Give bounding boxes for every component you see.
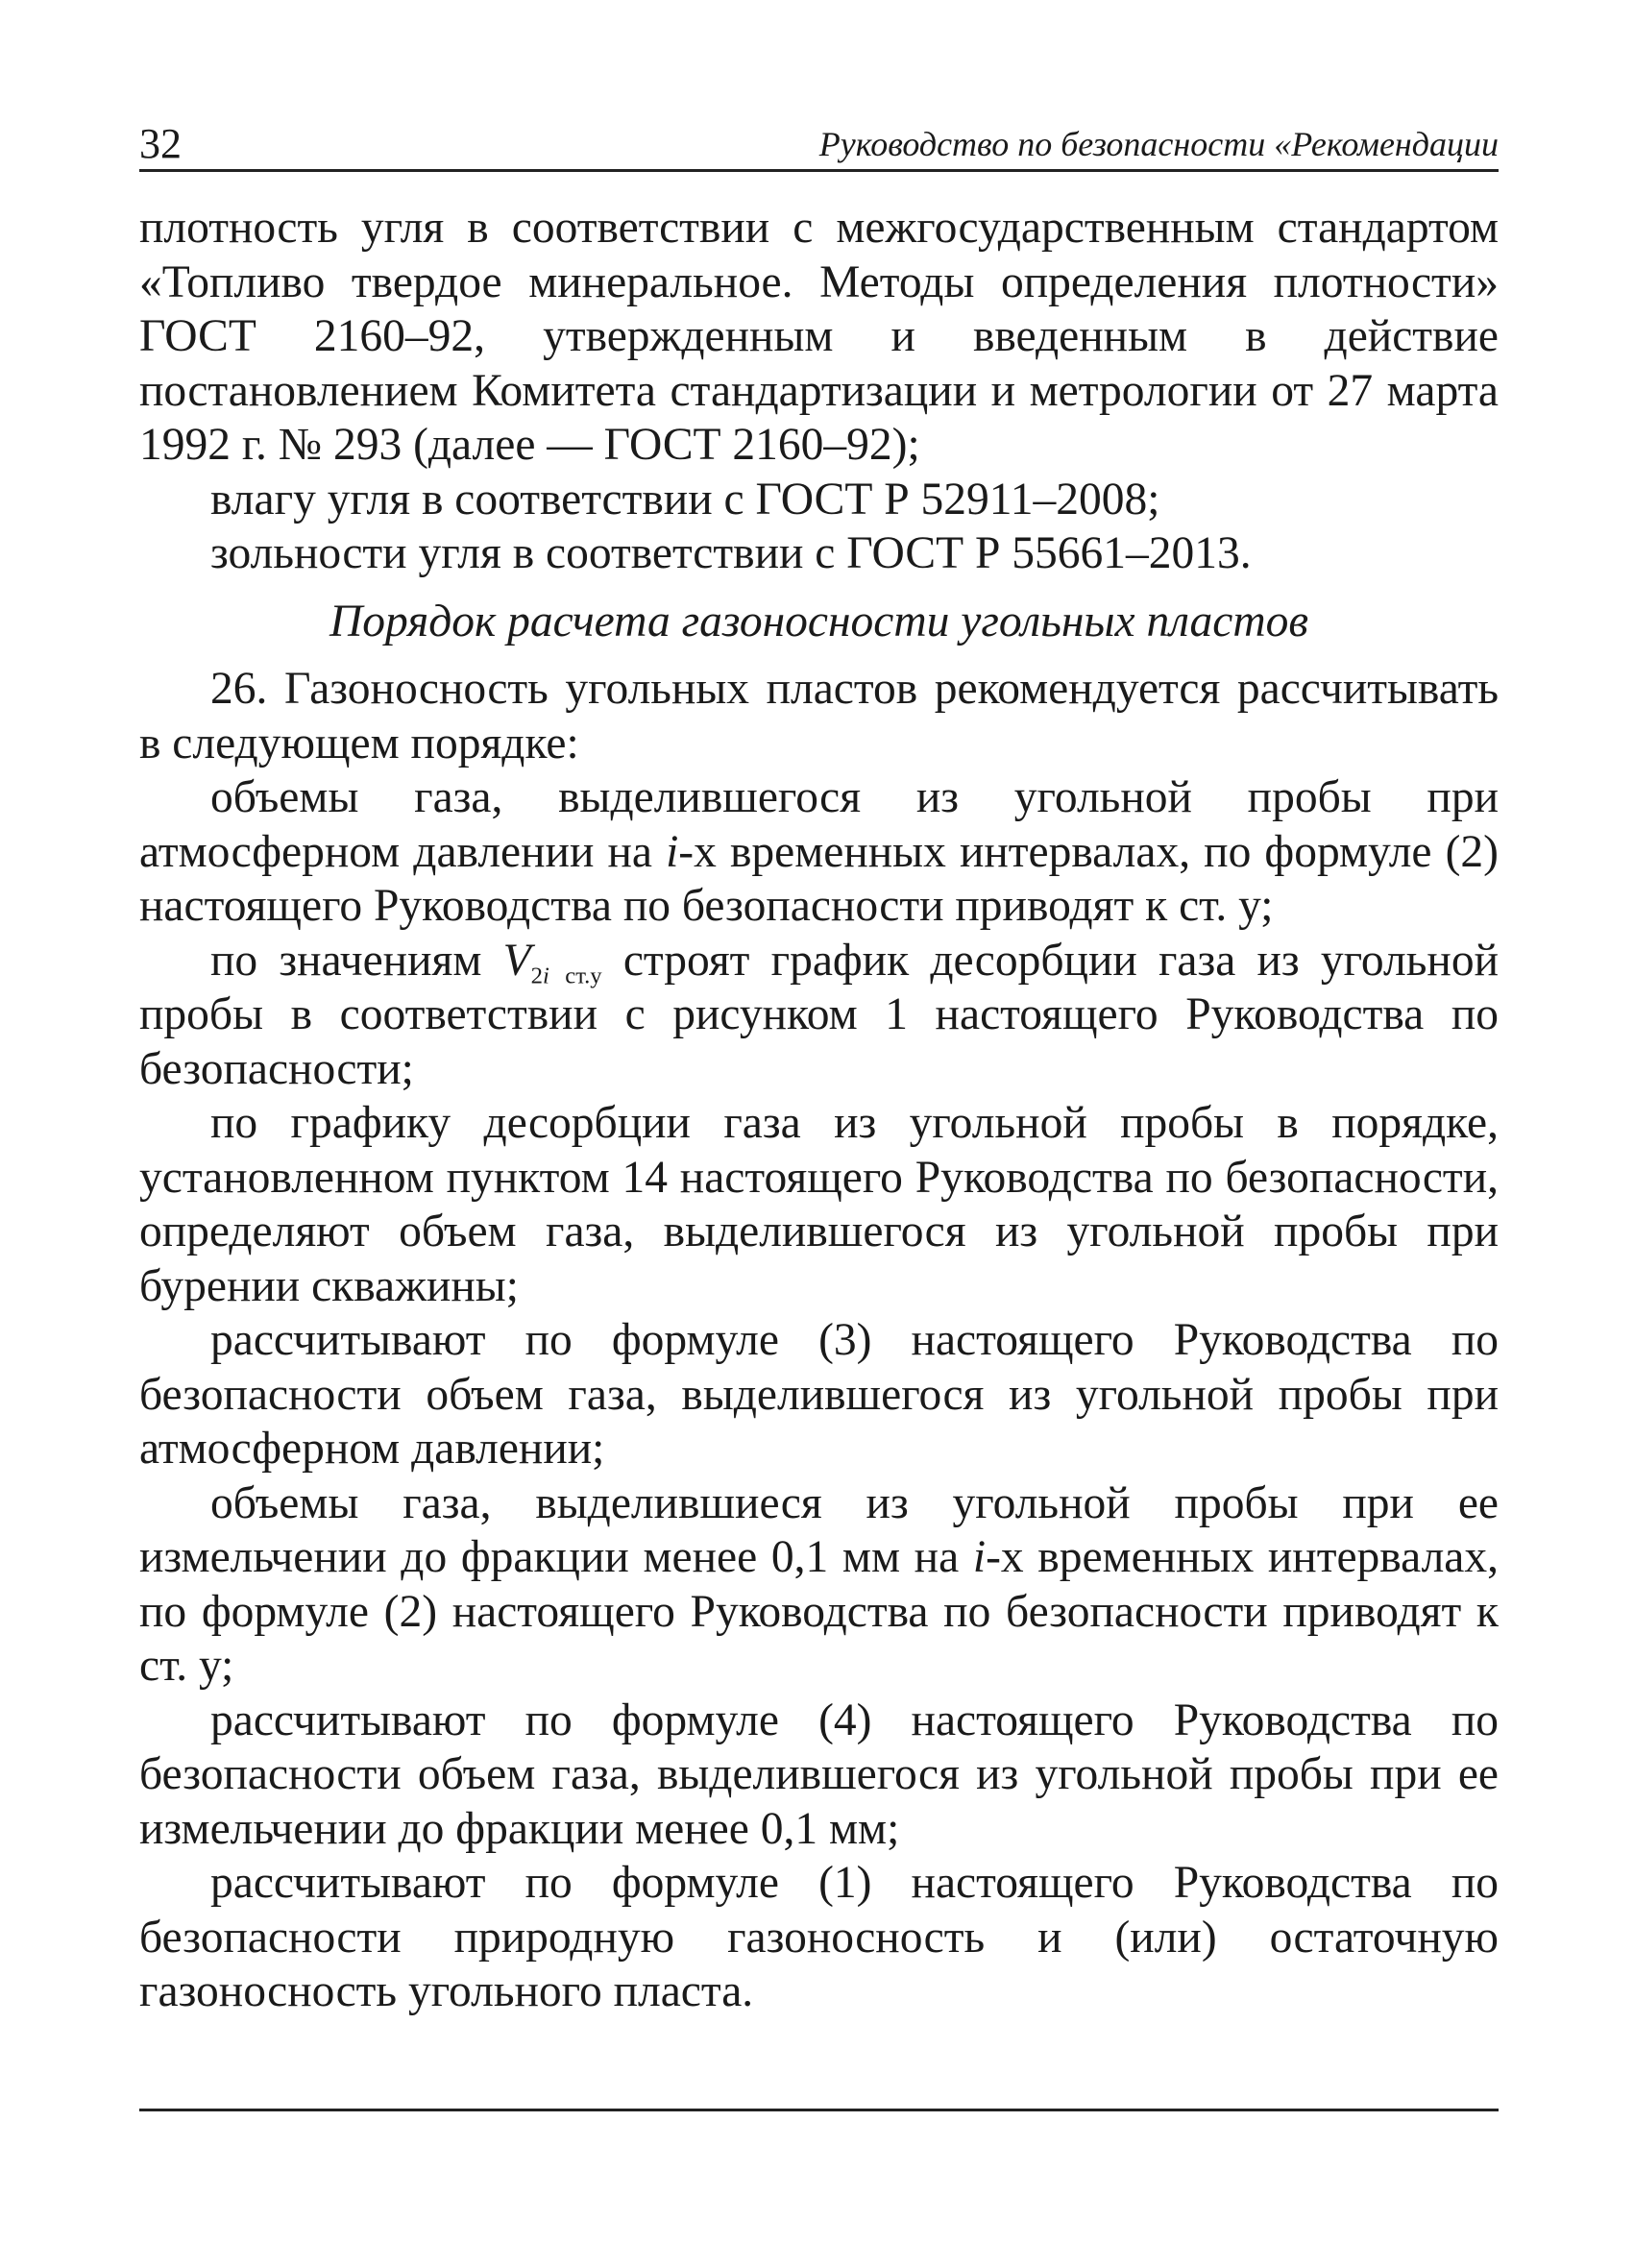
paragraph-coal-density: плотность угля в соответствии с межгосударственным стандартом «Топливо твердое минеральное. Методы определения плотности» ГОСТ 2160–92, утвержденным и введенным в действие постановлением Комитета стандартизации и метрологии от 27 марта 1992 г. № 293 (далее — ГОСТ 2160–92);: [139, 203, 1499, 470]
subscript-index: 2: [530, 963, 543, 989]
paragraph-desorption-graph: [139, 934, 1499, 1097]
variable-v: V: [502, 935, 531, 986]
document-page: [139, 119, 1499, 2019]
paragraph-formula-3: рассчитывают по формуле (3) настоящего Руководства по безопасности объем газа, выделившегося из угольной пробы при атмосферном давлении;: [139, 1315, 1499, 1474]
text-segment: строят график десорбции газа из угольной пробы в соответствии с рисунком 1 настоящего Руководства по безопасности;: [139, 935, 1499, 1094]
text-segment: объемы газа, выделившиеся из угольной пробы при ее измельчении до фракции менее 0,1 мм на: [139, 1477, 1499, 1582]
text-segment: -х временных интервалах, по формуле (2) настоящего Руководства по безопасности приводят к ст. у;: [139, 1532, 1500, 1691]
variable-subscript: [531, 963, 602, 988]
section-heading: Порядок расчета газоносности угольных пластов: [329, 596, 1309, 646]
variable-i: i: [972, 1532, 987, 1582]
paragraph-formula-4: рассчитывают по формуле (4) настоящего Руководства по безопасности объем газа, выделившегося из угольной пробы при ее измельчении до фракции менее 0,1 мм;: [139, 1695, 1499, 1854]
subscript-i: i: [542, 963, 549, 989]
paragraph-item-26: 26. Газоносность угольных пластов рекомендуется рассчитывать в следующем порядке:: [139, 664, 1499, 768]
subscript-tail: ст.у: [549, 963, 602, 989]
running-title: Руководство по безопасности «Рекомендации: [818, 125, 1499, 163]
page-number: 32: [139, 120, 182, 167]
text-segment: объемы газа, выделившегося из угольной пробы при атмосферном давлении на: [139, 772, 1499, 877]
paragraph-formula-1: рассчитывают по формуле (1) настоящего Руководства по безопасности природную газоносность и (или) остаточную газоносность угольного пласта.: [139, 1858, 1499, 2016]
footer-rule: [139, 2109, 1499, 2111]
paragraph-drilling-gas-volume: по графику десорбции газа из угольной пробы в порядке, установленном пунктом 14 настоящего Руководства по безопасности, определяют объем газа, выделившегося из угольной пробы при бурении скважины;: [139, 1098, 1499, 1311]
paragraph-coal-moisture: влагу угля в соответствии с ГОСТ Р 52911–2008;: [210, 474, 1160, 524]
paragraph-gas-volumes-crushing: [139, 1476, 1499, 1694]
variable-i: i: [666, 826, 679, 877]
text-segment: -х временных интервалах, по формуле (2) настоящего Руководства по безопасности приводят к ст. у;: [139, 826, 1499, 931]
paragraph-gas-volumes-atmospheric: [139, 770, 1499, 934]
page-header: [139, 119, 1499, 172]
text-segment: по значениям: [210, 935, 503, 986]
formula-variable-v2i: [502, 935, 602, 989]
paragraph-coal-ash: зольности угля в соответствии с ГОСТ Р 55661–2013.: [210, 528, 1252, 578]
body-text: [139, 201, 1499, 2019]
